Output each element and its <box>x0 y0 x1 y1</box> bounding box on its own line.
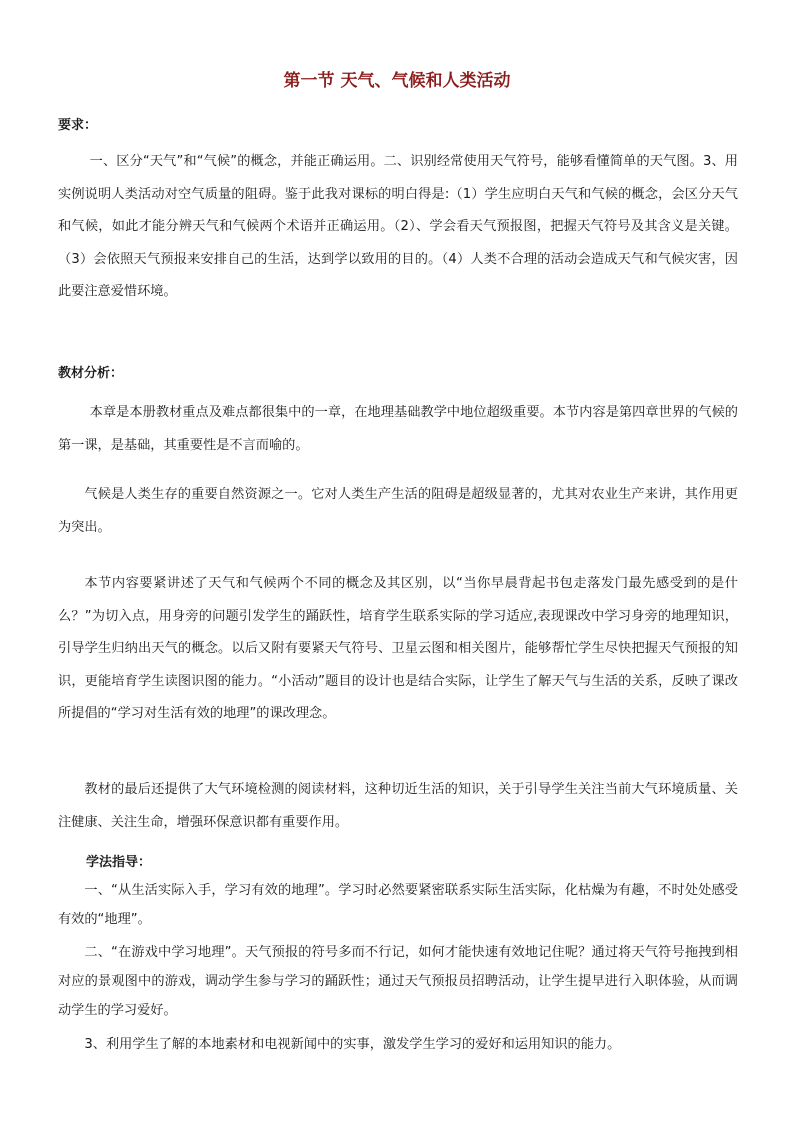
analysis-paragraph-2: 气候是人类生存的重要自然资源之一。它对人类生产生活的阻碍是超级显著的，尤其对农业生产来讲，其作用更为突出。 <box>58 487 738 535</box>
analysis-paragraph-1: 本章是本册教材重点及难点都很集中的一章，在地理基础教学中地位超级重要。本节内容是第四章世界的气候的第一课，是基础，其重要性是不言而喻的。 <box>58 405 738 453</box>
method-item-3: 3、利用学生了解的本地素材和电视新闻中的实事，激发学生学习的爱好和运用知识的能力。 <box>84 1037 621 1052</box>
analysis-heading: 教材分析： <box>58 366 124 381</box>
method-item-2: 二、“在游戏中学习地理”。天气预报的符号多而不行记，如何才能快速有效地记住呢？通过将天气符号拖拽到相对应的景观图中的游戏，调动学生参与学习的踊跃性；通过天气预报员招聘活动，让学生提早进行入职体验，从而调动学生的学习爱好。 <box>58 945 738 1018</box>
analysis-paragraph-3: 本节内容要紧讲述了天气和气候两个不同的概念及其区别，以“当你早晨背起书包走落发门最先感受到的是什么？”为切入点，用身旁的问题引发学生的踊跃性，培育学生联系实际的学习适应,表现课改中学习身旁的地理知识，引导学生归纳出天气的概念。以后又附有要紧天气符号、卫星云图和相关图片，能够帮忙学生尽快把握天气预报的知识，更能培育学生读图识图的能力。“小活动”题目的设计也是结合实际，让学生了解天气与生活的关系，反映了课改所提倡的“学习对生活有效的地理”的课改理念。 <box>58 576 738 721</box>
analysis-paragraph-4: 教材的最后还提供了大气环境检测的阅读材料，这种切近生活的知识，关于引导学生关注当前大气环境质量、关注健康、关注生命，增强环保意识都有重要作用。 <box>58 782 738 830</box>
requirements-paragraph: 一、区分“天气”和“气候”的概念，并能正确运用。二、识别经常使用天气符号，能够看懂简单的天气图。3、用实例说明人类活动对空气质量的阻碍。鉴于此我对课标的明白得是:（1）学生应明白天气和气候的概念，会区分天气和气候，如此才能分辨天气和气候两个术语并正确运用。（2）、学会看天气预报图，把握天气符号及其含义是关键。（3）会依照天气预报来安排自己的生活，达到学以致用的目的。（4）人类不合理的活动会造成天气和气候灾害，因此要注意爱惜环境。 <box>58 154 738 299</box>
requirements-heading: 要求： <box>58 118 98 133</box>
method-item-1: 一、“从生活实际入手，学习有效的地理”。学习时必然要紧密联系实际生活实际，化枯燥为有趣，不时处处感受有效的“地理”。 <box>58 883 738 927</box>
page-title: 第一节 天气、气候和人类活动 <box>283 71 511 91</box>
method-heading: 学法指导： <box>86 855 152 870</box>
